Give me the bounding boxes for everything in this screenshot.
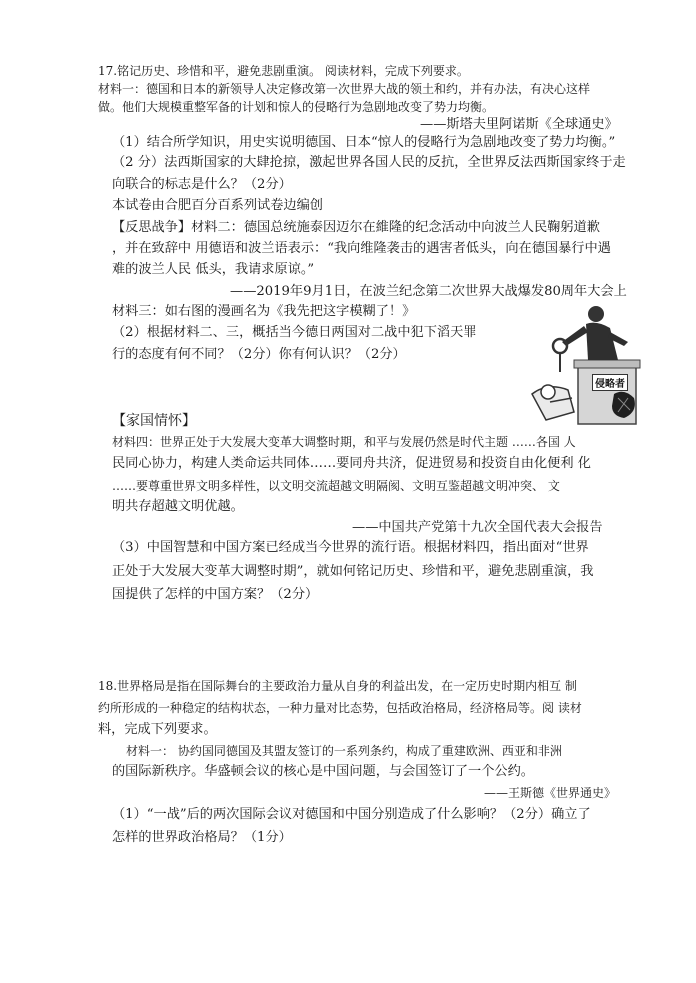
reflect-war-line2: ，并在致辞中 用德语和波兰语表示：“我向维隆袭击的遇害者低头，向在德国暴行中遇 [112, 241, 611, 256]
reflect-war-line1: 【反思战争】材料二：德国总统施泰因迈尔在維隆的纪念活动中向波兰人民鞠躬道歉 [112, 220, 600, 235]
q18-subq1-line1: （1）“一战”后的两次国际会议对德国和中国分别造成了什么影响？（2分）确立了 [112, 807, 591, 822]
q17-material4-line4: 明共存超越文明优越。 [112, 499, 244, 514]
cartoon-image [528, 302, 646, 427]
q17-subq1: （1）结合所学知识，用史实说明德国、日本“惊人的侵略行为急剧地改变了势力均衡。” [112, 135, 616, 150]
q17-material4-source: ——中国共产党第十九次全国代表大会报告 [352, 520, 603, 535]
q17-subq2-line1: （2 分）法西斯国家的大肆抢掠，激起世界各国人民的反抗，全世界反法西斯国家终于走 [112, 155, 626, 170]
q17-material3: 材料三：如右图的漫画名为《我先把这字模糊了！》 [112, 304, 416, 319]
q17-subq3-line2: 正处于大发展大变革大调整时期”，就如何铭记历史、珍惜和平，避免悲剧重演，我 [112, 564, 594, 579]
cartoon-label: 侵略者 [592, 374, 628, 391]
home-country-heading: 【家国情怀】 [112, 413, 196, 429]
q17-material1-line2: 做。他们大规模重整军备的计划和惊人的侵略行为急剧地改变了势力均衡。 [98, 100, 495, 114]
q18-intro-line3: 料，完成下列要求。 [98, 722, 217, 737]
q18-material1-source: ——王斯德《世界通史》 [484, 786, 617, 800]
q17-material1-source: ——斯塔夫里阿诺斯《全球通史》 [420, 117, 618, 132]
q18-intro-line1: 18.世界格局是指在国际舞台的主要政治力量从自身的利益出发，在一定历史时期内相互 制 [98, 679, 577, 693]
q17-subq2-line2: 向联合的标志是什么？（2分） [112, 177, 292, 192]
q17-material2-source: ——2019年9月1日，在波兰纪念第二次世界大战爆发80周年大会上 [230, 284, 627, 299]
q17-material4-line3: ……要尊重世界文明多样性，以文明交流超越文明隔阂、文明互鉴超越文明冲突、 文 [112, 479, 560, 493]
q17-subq3-line1: （3）中国智慧和中国方案已经成当今世界的流行语。根据材料四，指出面对“世界 [112, 540, 589, 555]
q17-subq2b-line1: （2）根据材料二、三，概括当今德日两国对二战中犯下滔天罪 [112, 325, 477, 340]
q17-material1-line1: 材料一：德国和日本的新领导人决定修改第一次世界大战的领土和约，并有办法，有决心这样 [98, 82, 591, 96]
q18-subq1-line2: 怎样的世界政治格局？（1分） [112, 830, 292, 845]
q17-title: 17.铭记历史、珍惜和平，避免悲剧重演。 阅读材料，完成下列要求。 [98, 64, 469, 78]
q17-subq2b-line2: 行的态度有何不同？（2分）你有何认识？（2分） [112, 347, 406, 362]
exam-note: 本试卷由合肥百分百系列试卷边编创 [112, 198, 323, 213]
q17-material4-line2: 民同心协力，构建人类命运共同体……要同舟共济，促进贸易和投资自由化便利 化 [112, 456, 591, 471]
q18-material1-line1: 材料一： 协约国同德国及其盟友签订的一系列条约，构成了重建欧洲、西亚和非洲 [126, 744, 562, 758]
q17-material4-line1: 材料四：世界正处于大发展大变革大调整时期，和平与发展仍然是时代主题 ……各国 人 [112, 435, 576, 449]
cartoon-drawing [528, 302, 646, 427]
q18-material1-line2: 的国际新秩序。华盛顿会议的核心是中国问题，与会国签订了一个公约。 [112, 764, 534, 779]
q18-intro-line2: 约所形成的一种稳定的结构状态，一种力量对比态势，包括政治格局，经济格局等。阅 读材 [98, 701, 582, 715]
reflect-war-line3: 难的波兰人民 低头，我请求原谅。” [112, 262, 315, 277]
q17-subq3-line3: 国提供了怎样的中国方案？（2分） [112, 587, 319, 602]
